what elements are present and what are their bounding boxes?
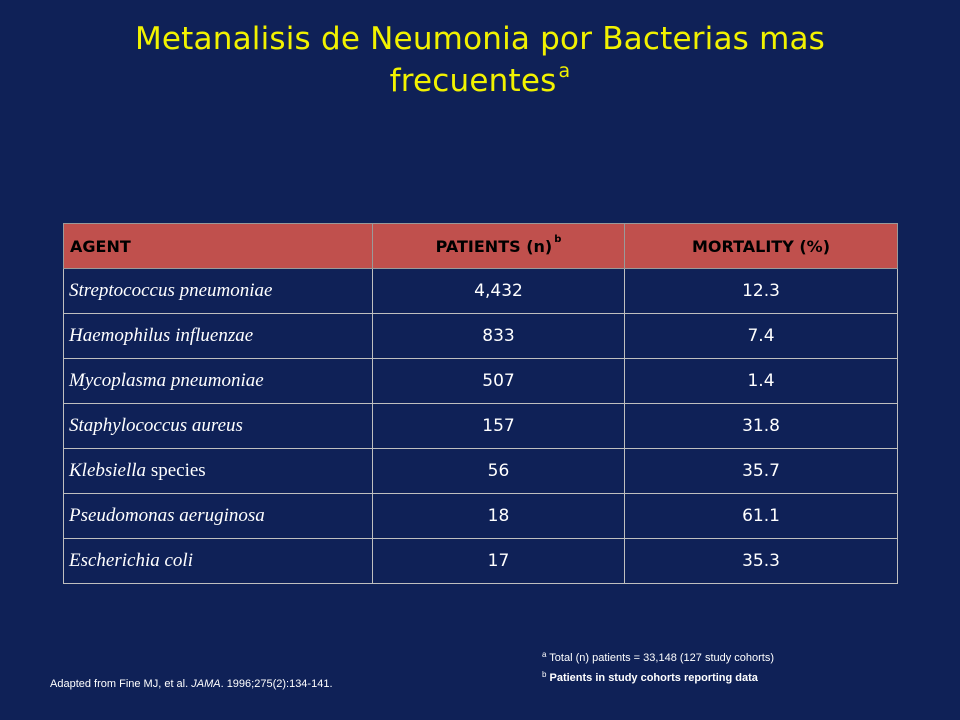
mortality-cell: 35.3 <box>625 539 898 584</box>
footnote-a-text: Total (n) patients = 33,148 (127 study cohorts) <box>546 652 775 664</box>
table-row <box>64 359 898 404</box>
table-row <box>64 449 898 494</box>
mortality-cell: 61.1 <box>625 494 898 539</box>
source-citation <box>50 678 333 690</box>
table-row <box>64 269 898 314</box>
source-prefix: Adapted from Fine MJ, et al. <box>50 678 192 690</box>
patients-cell: 56 <box>373 449 625 494</box>
header-patients <box>373 224 625 269</box>
slide-title <box>80 18 880 102</box>
footnote-b <box>542 672 758 684</box>
title-line-2-text: frecuentes <box>389 63 557 99</box>
mortality-cell: 31.8 <box>625 404 898 449</box>
table-row <box>64 494 898 539</box>
header-mortality: MORTALITY (%) <box>625 224 898 269</box>
source-journal: JAMA <box>191 678 221 690</box>
patients-cell: 18 <box>373 494 625 539</box>
patients-cell: 157 <box>373 404 625 449</box>
mortality-cell: 35.7 <box>625 449 898 494</box>
title-footnote-mark: a <box>558 60 571 82</box>
footnote-a-mark: a <box>542 650 547 659</box>
agent-cell <box>64 269 373 314</box>
footnote-b-text: Patients in study cohorts reporting data <box>546 672 758 684</box>
table-row <box>64 539 898 584</box>
header-agent: AGENT <box>64 224 373 269</box>
table-row <box>64 404 898 449</box>
agent-cell <box>64 404 373 449</box>
header-patients-label: PATIENTS (n) <box>435 236 553 256</box>
agent-cell <box>64 314 373 359</box>
agent-cell <box>64 494 373 539</box>
agent-name: Streptococcus pneumoniae <box>69 280 273 301</box>
header-row <box>64 224 898 269</box>
agent-name: Mycoplasma pneumoniae <box>69 370 264 391</box>
footnote-a <box>542 652 774 664</box>
source-suffix: . 1996;275(2):134-141. <box>220 678 333 690</box>
agent-cell <box>64 359 373 404</box>
mortality-cell: 12.3 <box>625 269 898 314</box>
title-line-1: Metanalisis de Neumonia por Bacterias mas <box>134 21 826 57</box>
footnote-b-mark: b <box>542 670 547 679</box>
agent-name: Escherichia coli <box>69 550 193 571</box>
header-patients-footnote-mark: b <box>554 233 562 245</box>
agent-name: Staphylococcus aureus <box>69 415 243 436</box>
agent-name: Pseudomonas aeruginosa <box>69 505 265 526</box>
mortality-cell: 7.4 <box>625 314 898 359</box>
patients-cell: 507 <box>373 359 625 404</box>
mortality-cell: 1.4 <box>625 359 898 404</box>
patients-cell: 833 <box>373 314 625 359</box>
agent-cell <box>64 449 373 494</box>
title-line-2 <box>80 60 880 102</box>
table-row <box>64 314 898 359</box>
agent-name: Haemophilus influenzae <box>69 325 254 346</box>
patients-cell: 17 <box>373 539 625 584</box>
agent-cell <box>64 539 373 584</box>
pathogen-table <box>63 223 898 584</box>
patients-cell: 4,432 <box>373 269 625 314</box>
agent-name: Klebsiella <box>69 460 147 481</box>
agent-suffix: species <box>146 460 206 481</box>
